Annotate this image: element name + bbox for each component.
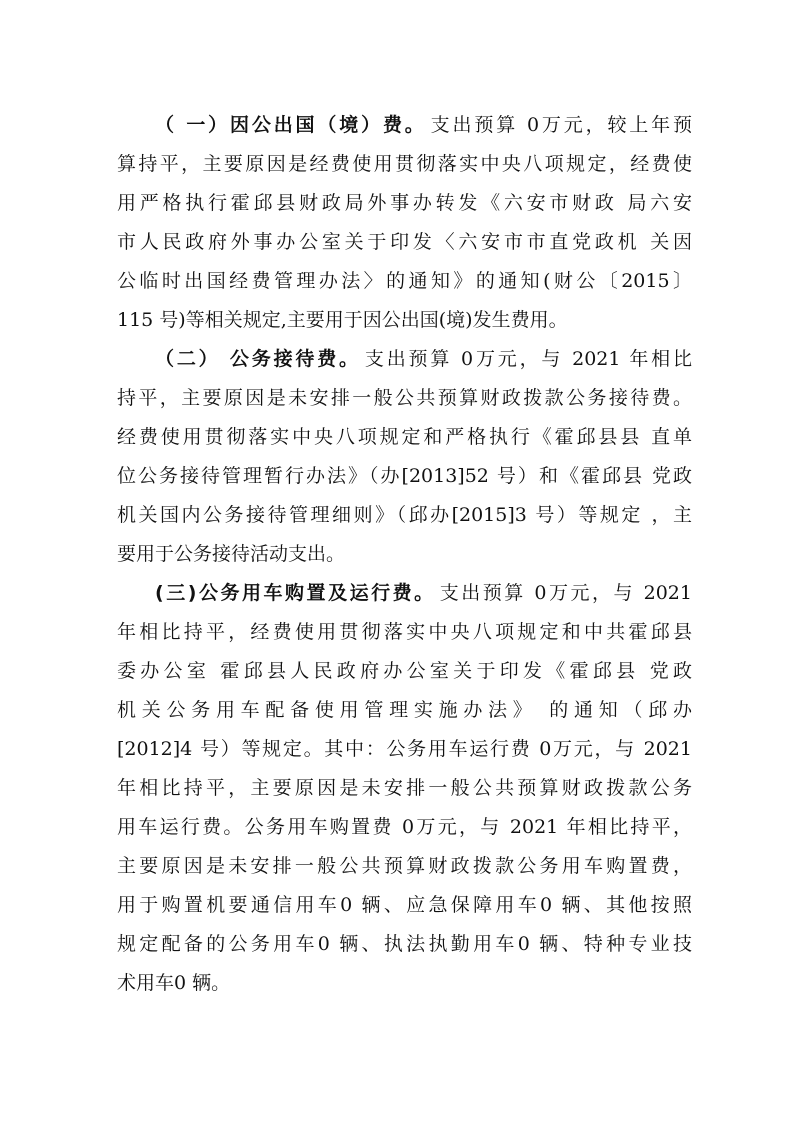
section-3-line-1 (155, 576, 692, 610)
body-line: 要用于公务接待活动支出。 (117, 543, 346, 565)
section-2-text: 支出预算 0万元，与 2021 年相比 (364, 348, 692, 370)
body-line: 年相比持平，主要原因是未安排一般公共预算财政拨款公务 (117, 777, 692, 799)
body-line: 位公务接待管理暂行办法》（办[2013]52 号）和《霍邱县 党政 (117, 465, 692, 487)
body-line: 算持平，主要原因是经费使用贯彻落实中央八项规定，经费使 (117, 153, 692, 175)
body-line: 市人民政府外事办公室关于印发〈六安市市直党政机 关因 (117, 231, 692, 253)
body-line: 公临时出国经费管理办法〉的通知》的通知(财公〔2015〕 (117, 270, 692, 292)
section-1-text: 支出预算 0万元，较上年预 (430, 114, 692, 136)
section-1-heading: （ 一）因公出国（境）费。 (155, 114, 427, 136)
section-2-heading: （二） 公务接待费。 (155, 348, 361, 370)
section-2-line-1 (155, 342, 692, 376)
body-line: 持平，主要原因是未安排一般公共预算财政拨款公务接待费。 (117, 387, 692, 409)
body-line: 术用车0 辆。 (117, 972, 231, 994)
section-1-line-1 (155, 108, 692, 142)
body-line: 115 号)等相关规定,主要用于因公出国(境)发生费用。 (117, 309, 568, 331)
section-3-heading: (三)公务用车购置及运行费。 (155, 582, 436, 604)
body-line: 委办公室 霍邱县人民政府办公室关于印发《霍邱县 党政 (117, 660, 692, 682)
section-3-text: 支出预算 0万元，与 2021 (439, 582, 692, 604)
body-line: 用于购置机要通信用车0 辆、应急保障用车0 辆、其他按照 (117, 894, 692, 916)
body-line: 用严格执行霍邱县财政局外事办转发《六安市财政 局六安 (117, 192, 692, 214)
body-line: 机关公务用车配备使用管理实施办法》 的通知（邱办 (117, 699, 692, 721)
body-line: 主要原因是未安排一般公共预算财政拨款公务用车购置费， (117, 855, 692, 877)
body-line: 年相比持平，经费使用贯彻落实中央八项规定和中共霍邱县 (117, 621, 692, 643)
body-line: 规定配备的公务用车0 辆、执法执勤用车0 辆、特种专业技 (117, 933, 692, 955)
body-line: 机关国内公务接待管理细则》（邱办[2015]3 号）等规定 ，主 (117, 504, 692, 526)
body-line: 经费使用贯彻落实中央八项规定和严格执行《霍邱县县 直单 (117, 426, 692, 448)
body-line: [2012]4 号）等规定。其中：公务用车运行费 0万元，与 2021 (117, 738, 692, 760)
body-line: 用车运行费。公务用车购置费 0万元，与 2021 年相比持平， (117, 816, 692, 838)
